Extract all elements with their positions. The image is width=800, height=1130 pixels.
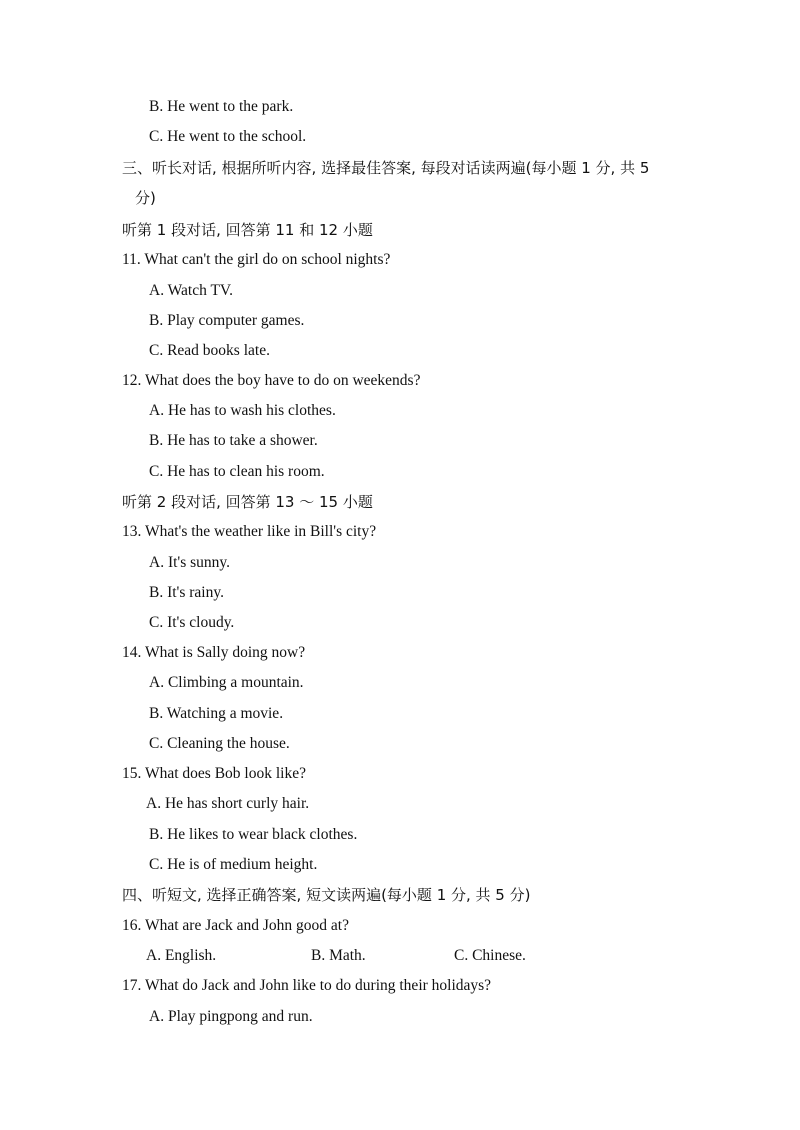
option-a-q11: A. Watch TV. — [149, 282, 234, 299]
option-b-q11: B. Play computer games. — [149, 312, 305, 329]
dialog-1-instruction: 听第 1 段对话, 回答第 11 和 12 小题 — [122, 221, 373, 239]
option-c-q10: C. He went to the school. — [149, 128, 307, 145]
option-a-q17: A. Play pingpong and run. — [149, 1008, 313, 1025]
option-b-q14: B. Watching a movie. — [149, 705, 284, 722]
question-16: 16. What are Jack and John good at? — [122, 917, 349, 934]
question-14: 14. What is Sally doing now? — [122, 644, 306, 661]
option-b-q15: B. He likes to wear black clothes. — [149, 826, 358, 843]
dialog-2-instruction: 听第 2 段对话, 回答第 13 ～ 15 小题 — [122, 493, 373, 511]
option-b-q10: B. He went to the park. — [149, 98, 294, 115]
option-b-q16: B. Math. — [311, 947, 366, 964]
option-a-q14: A. Climbing a mountain. — [149, 674, 304, 691]
option-c-q15: C. He is of medium height. — [149, 856, 318, 873]
option-a-q12: A. He has to wash his clothes. — [149, 402, 336, 419]
option-c-q14: C. Cleaning the house. — [149, 735, 290, 752]
option-c-q16: C. Chinese. — [454, 947, 526, 964]
section-3-heading-cont: 分) — [135, 189, 156, 207]
option-c-q11: C. Read books late. — [149, 342, 270, 359]
question-17: 17. What do Jack and John like to do during their holidays? — [122, 977, 492, 994]
option-b-q13: B. It's rainy. — [149, 584, 224, 601]
option-c-q13: C. It's cloudy. — [149, 614, 235, 631]
option-c-q12: C. He has to clean his room. — [149, 463, 325, 480]
option-a-q13: A. It's sunny. — [149, 554, 231, 571]
question-12: 12. What does the boy have to do on weekends? — [122, 372, 421, 389]
option-a-q16: A. English. — [146, 947, 217, 964]
question-15: 15. What does Bob look like? — [122, 765, 306, 782]
option-b-q12: B. He has to take a shower. — [149, 432, 318, 449]
question-13: 13. What's the weather like in Bill's city? — [122, 523, 377, 540]
section-3-heading: 三、听长对话, 根据所听内容, 选择最佳答案, 每段对话读两遍(每小题 1 分, 共 5 — [122, 159, 650, 177]
question-11: 11. What can't the girl do on school nights? — [122, 251, 391, 268]
option-a-q15: A. He has short curly hair. — [146, 795, 310, 812]
section-4-heading: 四、听短文, 选择正确答案, 短文读两遍(每小题 1 分, 共 5 分) — [122, 886, 531, 904]
